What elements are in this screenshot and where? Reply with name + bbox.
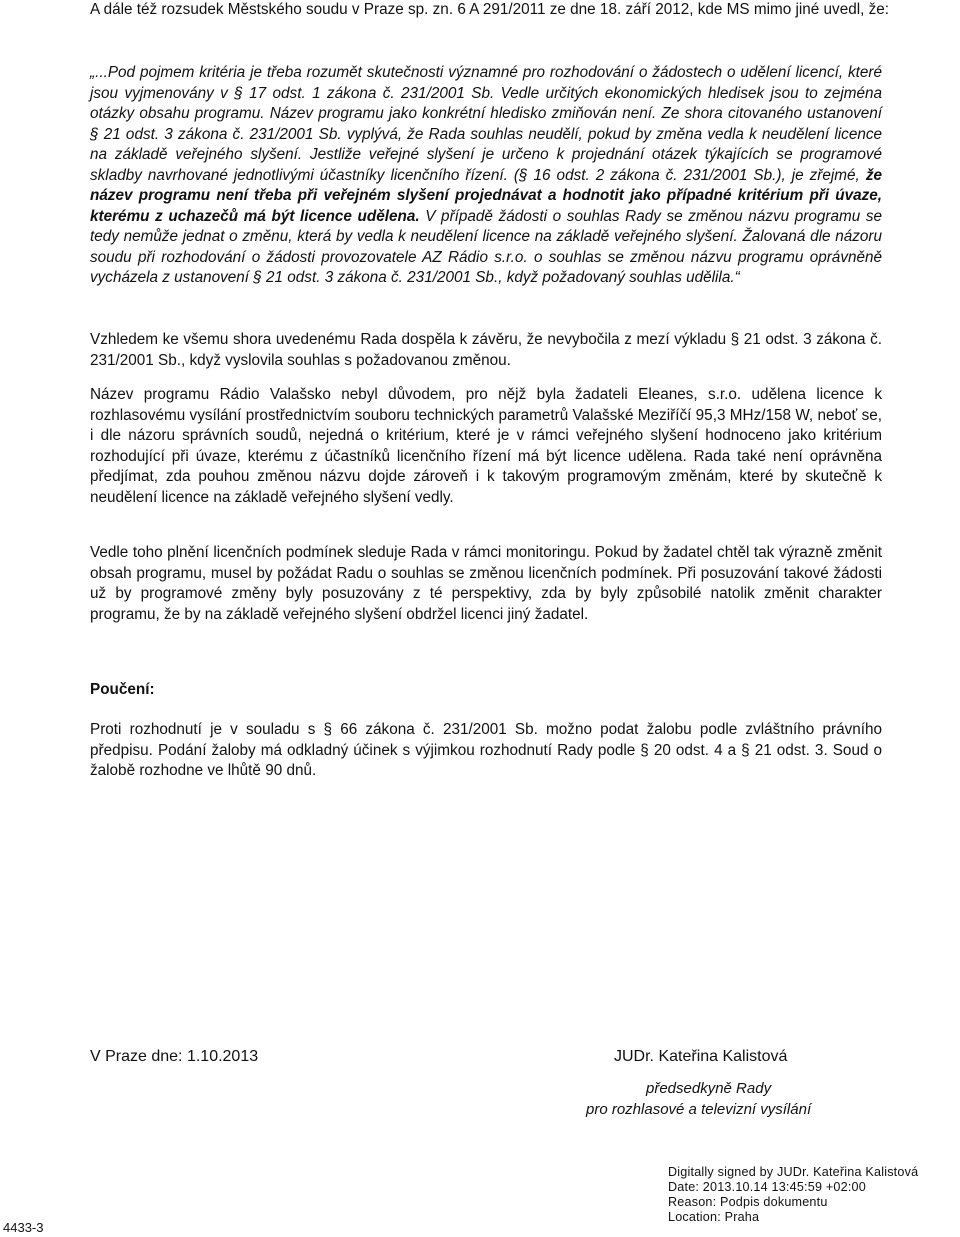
- place-and-date: V Praze dne: 1.10.2013: [90, 1048, 259, 1065]
- page-identifier: 4433-3: [3, 1220, 44, 1235]
- conclusion-paragraph: Vzhledem ke všemu shora uvedenému Rada dospěla k závěru, že nevybočila z mezí výkladu § 21 odst. 3 zákona č. 231/2001 Sb., když vyslovila souhlas s požadovanou změnou.: [90, 331, 882, 369]
- quote-text-2: V případě žádosti o souhlas Rady se změnou názvu programu se tedy nemůže jednat o změnu, která by vedla k neudělení licence na základě veřejného slyšení. Žalovaná dle názoru soudu při rozhodování o žádosti provozovatele AZ Rádio s.r.o. o souhlas se změnou názvu programu oprávněně vycházela z ustanovení § 21 odst. 3 zákona č. 231/2001 Sb., když požadovaný souhlas udělila.“: [90, 207, 882, 286]
- program-name-paragraph: Název programu Rádio Valašsko nebyl důvodem, pro nějž byla žadateli Eleanes, s.r.o. udělena licence k rozhlasovému vysílání prostřednictvím souboru technických parametrů Valašské Meziříčí 95,3 MHz/158 W, neboť se, i dle názoru správních soudů, nejedná o kritérium, které je v rámci veřejného slyšení hodnoceno jako kritérium rozhodující při úvaze, kterému z účastníků licenčního řízení má být licence udělena. Rada také není oprávněna předjímat, zda pouhou změnou názvu dojde zároveň i k takovým programovým změnám, které by skutečně k neudělení licence na základě veřejného slyšení vedly.: [90, 386, 882, 506]
- signer-role-2: pro rozhlasové a televizní vysílání: [586, 1101, 812, 1118]
- intro-paragraph: A dále též rozsudek Městského soudu v Praze sp. zn. 6 A 291/2011 ze dne 18. září 2012, kde MS mimo jiné uvedl, že:: [90, 1, 890, 18]
- quote-text-1: „...Pod pojmem kritéria je třeba rozumět skutečnosti významné pro rozhodování o žádostech o udělení licencí, které jsou vyjmenovány v § 17 odst. 1 zákona č. 231/2001 Sb. Vedle určitých ekonomických hledisek jsou to zejména otázky obsahu programu. Název programu jako konkrétní hledisko zmiňován není. Ze shora citovaného ustanovení § 21 odst. 3 zákona č. 231/2001 Sb. vyplývá, že Rada souhlas neudělí, pokud by změna vedla k neudělení licence na základě veřejného slyšení. Jestliže veřejné slyšení je určeno k projednání otázek týkajících se programové skladby navrhované jednotlivými účastníky licenčního řízení. (§ 16 odst. 2 zákona č. 231/2001 Sb.), je zřejmé,: [90, 64, 882, 184]
- instruction-paragraph: Proti rozhodnutí je v souladu s § 66 zákona č. 231/2001 Sb. možno podat žalobu podle zvláštního právního předpisu. Podání žaloby má odkladný účinek s výjimkou rozhodnutí Rady podle § 20 odst. 4 a § 21 odst. 3. Soud o žalobě rozhodne ve lhůtě 90 dnů.: [90, 721, 882, 779]
- signer-name: JUDr. Kateřina Kalistová: [614, 1048, 788, 1065]
- monitoring-paragraph: Vedle toho plnění licenčních podmínek sleduje Rada v rámci monitoringu. Pokud by žadatel chtěl tak výrazně změnit obsah programu, musel by požádat Radu o souhlas se změnou licenčních podmínek. Při posuzování takové žádosti už by programové změny byly posuzovány z té perspektivy, zda by byly způsobilé natolik změnit charakter programu, že by na základě veřejného slyšení obdržel licenci jiný žadatel.: [90, 544, 882, 623]
- instruction-heading: Poučení:: [90, 681, 155, 698]
- court-quote: [90, 63, 882, 289]
- quote-bold-text: že název programu není třeba při veřejném slyšení projednávat a hodnotit jako případné kritérium při úvaze, kterému z uchazečů má být licence udělena.: [90, 166, 882, 225]
- digital-signature-block: Digitally signed by JUDr. Kateřina Kalistová Date: 2013.10.14 13:45:59 +02:00 Reason: Podpis dokumentu Location: Praha: [668, 1165, 919, 1224]
- signer-role-1: předsedkyně Rady: [646, 1080, 772, 1097]
